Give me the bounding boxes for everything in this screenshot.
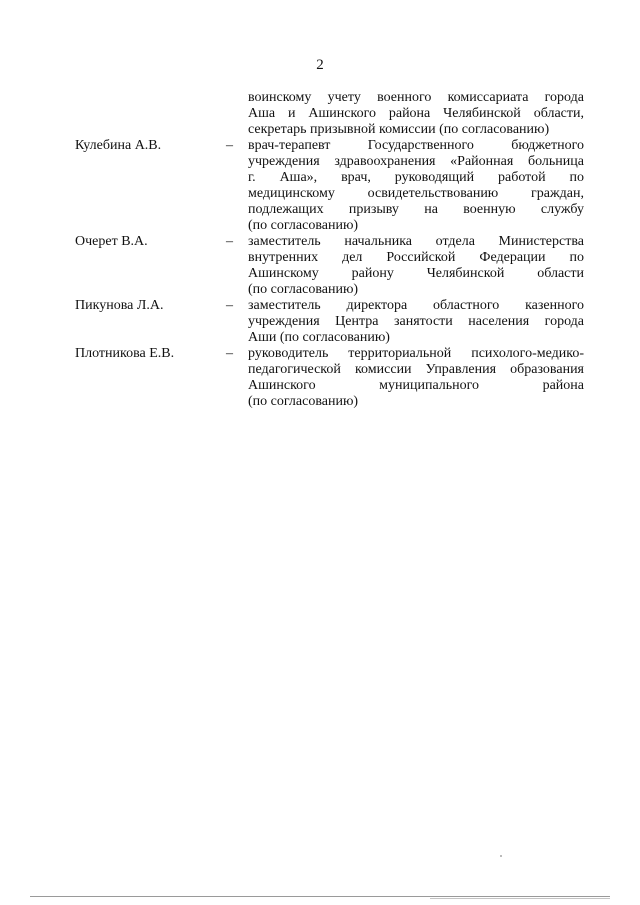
list-item — [0, 90, 640, 138]
member-description — [248, 234, 584, 298]
member-name: Пикунова Л.А. — [75, 298, 164, 313]
description-line: Аши (по согласованию) — [248, 330, 390, 345]
member-description — [248, 138, 584, 234]
dash-separator: – — [226, 234, 233, 249]
list-item — [0, 298, 640, 346]
page-number: 2 — [316, 57, 324, 73]
member-name: Очерет В.А. — [75, 234, 148, 249]
commission-member-list — [0, 90, 640, 410]
scan-speck — [500, 855, 502, 857]
description-line: Ашинскому району Челябинской области — [248, 266, 584, 281]
member-name: Плотникова Е.В. — [75, 346, 175, 361]
description-line: Ашинского муниципального района — [248, 378, 584, 393]
description-line: заместитель директора областного казенного — [248, 298, 584, 313]
description-line: врач-терапевт Государственного бюджетного — [248, 138, 584, 153]
member-description — [248, 90, 584, 138]
list-item — [0, 346, 640, 410]
description-line: г. Аша», врач, руководящий работой по — [248, 170, 584, 185]
dash-separator: – — [226, 298, 233, 313]
dash-separator: – — [226, 138, 233, 153]
description-line: педагогической комиссии Управления образования — [248, 362, 584, 377]
description-line: учреждения Центра занятости населения города — [248, 314, 584, 329]
scan-edge-line — [30, 896, 610, 897]
member-description — [248, 346, 584, 410]
description-line: учреждения здравоохранения «Районная больница — [248, 154, 584, 169]
member-description — [248, 298, 584, 346]
description-line: руководитель территориальной психолого-медико- — [248, 346, 584, 361]
description-line: секретарь призывной комиссии (по согласованию) — [248, 122, 550, 137]
description-line: внутренних дел Российской Федерации по — [248, 250, 584, 265]
description-line: подлежащих призыву на военную службу — [248, 202, 584, 217]
dash-separator: – — [226, 346, 233, 361]
description-line: воинскому учету военного комиссариата города — [248, 90, 584, 105]
member-name: Кулебина А.В. — [75, 138, 162, 153]
list-item — [0, 234, 640, 298]
scan-edge-line — [430, 898, 610, 899]
description-line: медицинскому освидетельствованию граждан, — [248, 186, 584, 201]
list-item — [0, 138, 640, 234]
description-line: (по согласованию) — [248, 282, 359, 297]
description-line: (по согласованию) — [248, 218, 359, 233]
description-line: (по согласованию) — [248, 394, 359, 409]
description-line: Аша и Ашинского района Челябинской области, — [248, 106, 584, 121]
description-line: заместитель начальника отдела Министерства — [248, 234, 584, 249]
